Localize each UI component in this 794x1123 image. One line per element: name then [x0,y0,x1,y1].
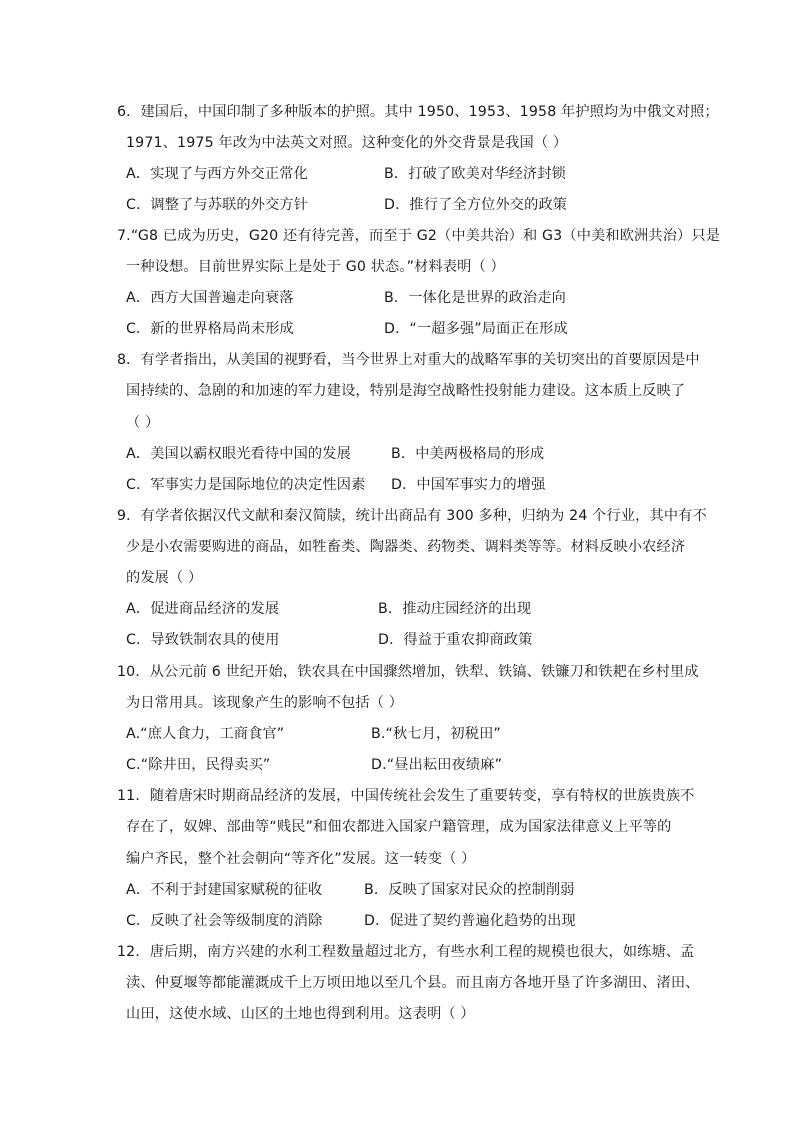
question-7-option-a: A．西方大国普遍走向衰落 [126,290,294,306]
question-6-option-d: D．推行了全方位外交的政策 [384,197,568,213]
question-11-option-b: B．反映了国家对民众的控制削弱 [364,882,575,898]
question-9-stem-line-2: 少是小农需要购进的商品，如牲畜类、陶器类、药物类、调料类等等。材料反映小农经济 [126,539,686,555]
question-7-stem-line-1: 7.“G8 已成为历史，G20 还有待完善，而至于 G2（中美共治）和 G3（中美和欧洲共治）只是 [117,228,721,244]
question-10-stem-line-2: 为日常用具。该现象产生的影响不包括（ ） [126,695,404,711]
question-9-stem-line-1: 9．有学者依据汉代文献和秦汉简牍，统计出商品有 300 多种，归纳为 24 个行业，其中有不 [117,508,707,524]
question-6-option-b: B．打破了欧美对华经济封锁 [384,166,566,182]
question-6-stem-line-2: 1971、1975 年改为中法英文对照。这种变化的外交背景是我国（ ） [126,135,568,151]
question-9-stem-line-3: 的发展（ ） [126,570,203,586]
question-8-stem-line-1: 8．有学者指出，从美国的视野看，当今世界上对重大的战略军事的关切突出的首要原因是中 [117,352,700,368]
question-6-option-c: C．调整了与苏联的外交方针 [126,197,309,213]
question-9-option-b: B．推动庄园经济的出现 [378,601,532,617]
question-10-option-a: A.“庶人食力，工商食官” [126,726,285,742]
question-7-option-d: D．“一超多强”局面正在形成 [384,321,568,337]
question-6-stem-line-1: 6．建国后，中国印制了多种版本的护照。其中 1950、1953、1958 年护照均为中俄文对照； [117,104,719,120]
question-6-option-a: A．实现了与西方外交正常化 [126,166,308,182]
question-11-option-d: D．促进了契约普遍化趋势的出现 [364,913,576,929]
question-11-stem-line-3: 编户齐民，整个社会朝向“等齐化”发展。这一转变（ ） [126,851,476,867]
question-7-option-c: C．新的世界格局尚未形成 [126,321,294,337]
question-11-option-c: C．反映了社会等级制度的消除 [126,913,323,929]
question-10-option-c: C.“除井田，民得卖买” [126,757,271,773]
question-12-stem-line-2: 渎、仲夏堰等都能灌溉成千上万顷田地以至几个县。而且南方各地开垦了许多湖田、渚田、 [126,975,700,991]
question-12-stem-line-1: 12．唐后期，南方兴建的水利工程数量超过北方，有些水利工程的规模也很大，如练塘、孟 [117,944,695,960]
question-7-stem-line-2: 一种设想。目前世界实际上是处于 G0 状态。”材料表明（ ） [126,259,505,275]
question-8-stem-line-3: （ ） [126,415,160,431]
question-10-option-d: D.“昼出耘田夜绩麻” [371,757,503,773]
question-7-option-b: B．一体化是世界的政治走向 [384,290,566,306]
question-8-option-d: D．中国军事实力的增强 [391,477,546,493]
question-9-option-a: A．促进商品经济的发展 [126,601,280,617]
question-8-option-b: B．中美两极格局的形成 [391,446,545,462]
question-10-stem-line-1: 10．从公元前 6 世纪开始，铁农具在中国骤然增加，铁犁、铁镐、铁镰刀和铁耙在乡村里成 [117,664,699,680]
question-12-stem-line-3: 山田，这使水域、山区的土地也得到利用。这表明（ ） [126,1006,475,1022]
question-8-option-c: C．军事实力是国际地位的决定性因素 [126,477,366,493]
question-8-stem-line-2: 国持续的、急剧的和加速的军力建设，特别是海空战略性投射能力建设。这本质上反映了 [126,383,686,399]
question-11-stem-line-2: 存在了，奴婢、部曲等“贱民”和佃农都进入国家户籍管理，成为国家法律意义上平等的 [126,819,672,835]
question-9-option-c: C．导致铁制农具的使用 [126,632,280,648]
question-8-option-a: A．美国以霸权眼光看待中国的发展 [126,446,351,462]
question-11-option-a: A．不利于封建国家赋税的征收 [126,882,323,898]
question-11-stem-line-1: 11．随着唐宋时期商品经济的发展，中国传统社会发生了重要转变，享有特权的世族贵族不 [117,788,695,804]
question-9-option-d: D．得益于重农抑商政策 [378,632,533,648]
question-10-option-b: B.“秋七月，初税田” [371,726,501,742]
